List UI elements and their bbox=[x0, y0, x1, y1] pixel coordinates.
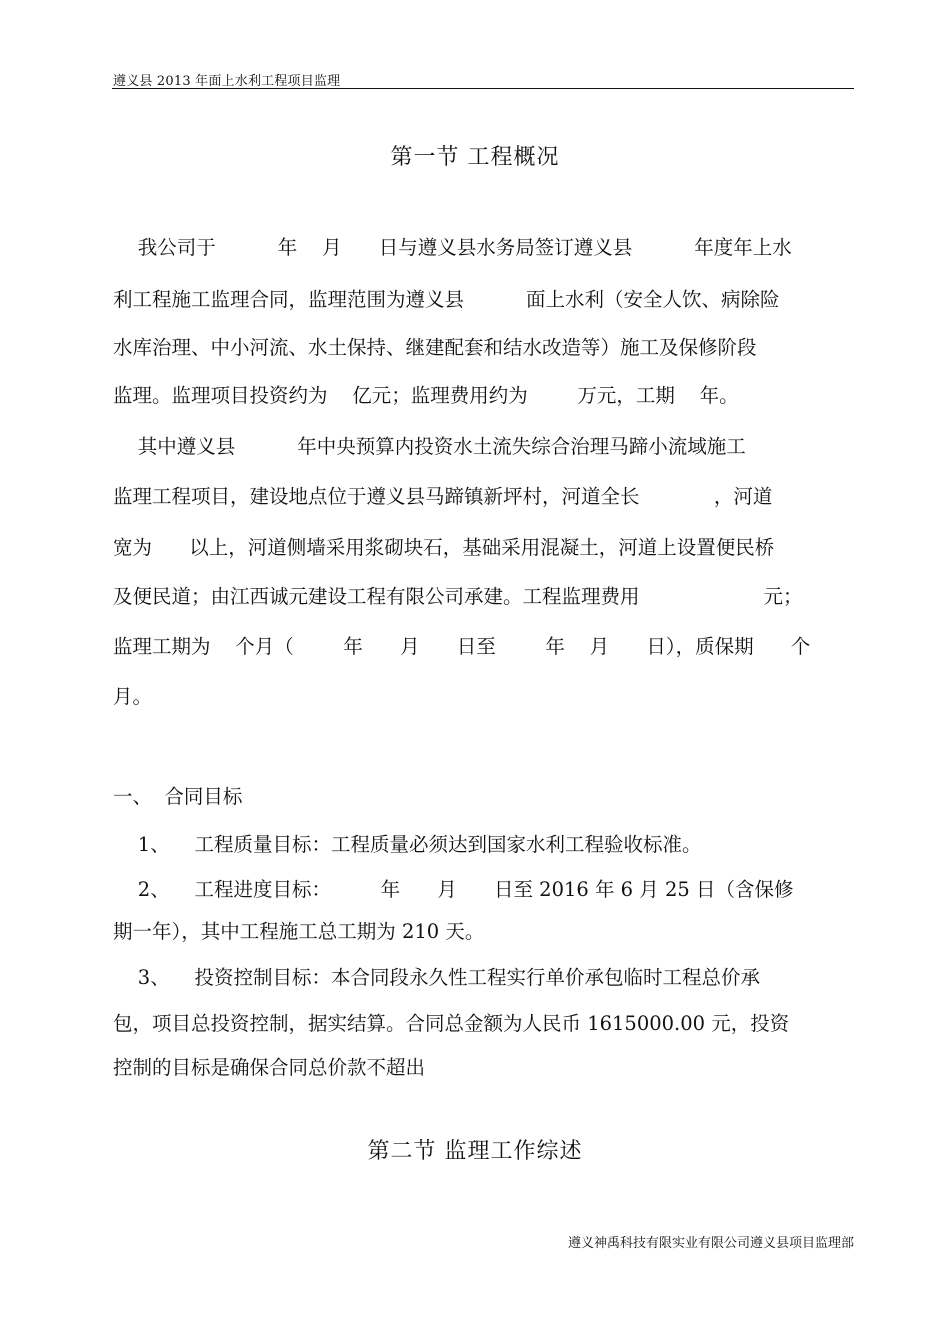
contract-goal-line: 3、 投资控制目标：本合同段永久性工程实行单价承包临时工程总价承 bbox=[113, 966, 760, 989]
overview-line: 监理工期为 个月（ 年 月 日至 年 月 日），质保期 个 bbox=[113, 635, 811, 658]
page-header-title: 遵义县 2013 年面上水利工程项目监理 bbox=[113, 74, 341, 89]
overview-line: 监理。监理项目投资约为 亿元；监理费用约为 万元，工期 年。 bbox=[113, 384, 739, 407]
section-1-title: 第一节 工程概况 bbox=[390, 145, 560, 170]
page-footer: 遵义神禹科技有限实业有限公司遵义县项目监理部 bbox=[567, 1236, 854, 1251]
contract-goal-line: 期一年），其中工程施工总工期为 210 天。 bbox=[113, 920, 485, 943]
contract-goal-line: 1、 工程质量目标：工程质量必须达到国家水利工程验收标准。 bbox=[113, 833, 702, 856]
overview-line: 宽为 以上，河道侧墙采用浆砌块石，基础采用混凝土，河道上设置便民桥 bbox=[113, 536, 775, 559]
overview-line: 其中遵义县 年中央预算内投资水土流失综合治理马蹄小流域施工 bbox=[113, 435, 746, 458]
contract-goal-line: 包，项目总投资控制，据实结算。合同总金额为人民币 1615000.00 元，投资 bbox=[113, 1012, 790, 1035]
contract-goals-heading: 一、 合同目标 bbox=[113, 785, 243, 808]
overview-line: 监理工程项目，建设地点位于遵义县马蹄镇新坪村，河道全长 ，河道 bbox=[113, 485, 773, 508]
overview-line: 水库治理、中小河流、水土保持、继建配套和结水改造等）施工及保修阶段 bbox=[113, 336, 757, 359]
contract-goal-line: 控制的目标是确保合同总价款不超出 bbox=[113, 1056, 426, 1079]
overview-line: 月。 bbox=[113, 685, 153, 708]
overview-line: 及便民道；由江西诚元建设工程有限公司承建。工程监理费用 元； bbox=[113, 585, 803, 608]
overview-line: 我公司于 年 月 日与遵义县水务局签订遵义县 年度年上水 bbox=[113, 236, 792, 259]
header-divider bbox=[112, 88, 854, 89]
section-2-title: 第二节 监理工作综述 bbox=[367, 1139, 583, 1164]
overview-line: 利工程施工监理合同，监理范围为遵义县 面上水利（安全人饮、病除险 bbox=[113, 288, 780, 311]
contract-goal-line: 2、 工程进度目标： 年 月 日至 2016 年 6 月 25 日（含保修 bbox=[113, 878, 794, 901]
